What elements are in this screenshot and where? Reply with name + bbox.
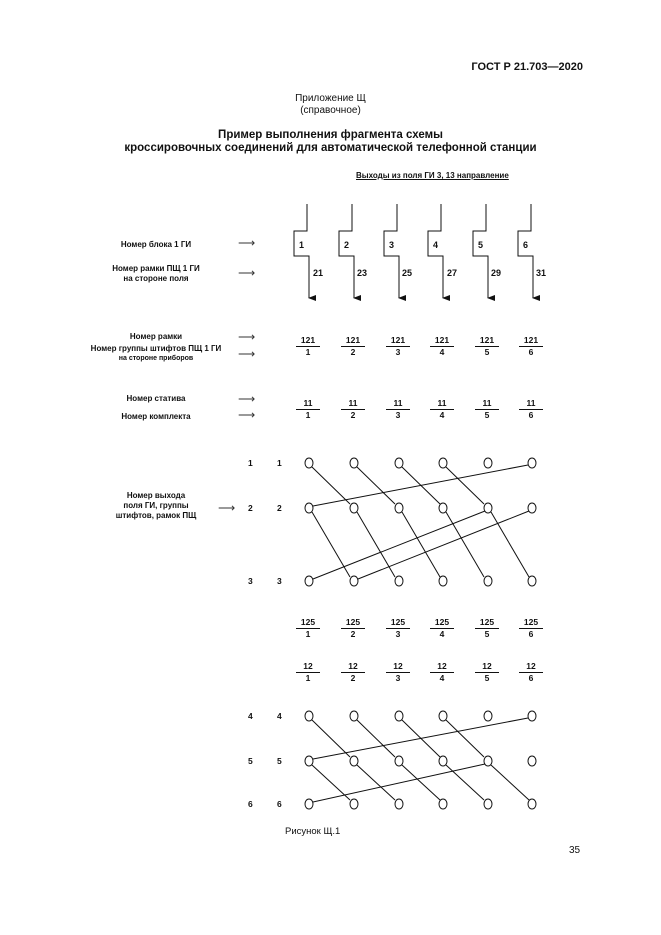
output-lead-3 [384, 204, 399, 298]
figure-title-line2: кроссировочных соединений для автоматической телефонной станции [124, 142, 537, 154]
fraction-denominator: 5 [484, 410, 490, 420]
label-kit-number: Номер комплекта [121, 412, 191, 421]
fraction-denominator: 1 [305, 410, 311, 420]
terminal-row-4 [305, 711, 536, 721]
fraction-numerator: 121 [386, 335, 410, 347]
appendix-type: (справочное) [300, 105, 361, 116]
fraction-numerator: 12 [296, 661, 320, 673]
fraction-denominator: 4 [439, 673, 445, 683]
fraction-denominator: 6 [528, 629, 534, 639]
arrow-right-icon: ⟶ [218, 501, 236, 515]
row-number: 1 [277, 458, 282, 468]
fraction-denominator: 5 [484, 629, 490, 639]
fraction-numerator: 11 [519, 398, 543, 410]
terminal-row-2 [305, 503, 536, 513]
fraction-numerator: 121 [475, 335, 499, 347]
fraction-denominator: 6 [528, 347, 534, 357]
cross-wires-a [312, 465, 529, 579]
arrow-right-icon: ⟶ [238, 347, 256, 361]
fraction-numerator: 12 [519, 661, 543, 673]
label-frame-number-line2: на стороне поля [123, 274, 189, 283]
row-number: 4 [248, 711, 253, 721]
figure-title-line1: Пример выполнения фрагмента схемы [218, 129, 443, 141]
terminal-row-3 [305, 576, 536, 586]
frame-number: 21 [313, 268, 324, 278]
label-frame-number-2: Номер рамки [129, 332, 183, 341]
arrow-right-icon: ⟶ [238, 408, 256, 422]
fraction-denominator: 1 [305, 347, 311, 357]
frame-number: 31 [536, 268, 547, 278]
label-block-number: Номер блока 1 ГИ [120, 240, 192, 249]
fraction-denominator: 4 [439, 629, 445, 639]
fraction-denominator: 4 [439, 410, 445, 420]
row-number: 6 [277, 799, 282, 809]
label-output-line3: штифтов, рамок ПЩ [115, 511, 197, 520]
output-lead-6 [518, 204, 533, 298]
block-number: 1 [299, 240, 305, 250]
block-number: 2 [344, 240, 350, 250]
fraction-numerator: 121 [519, 335, 543, 347]
figure-caption: Рисунок Щ.1 [285, 826, 341, 837]
frame-number: 29 [491, 268, 502, 278]
cross-wires-b [312, 718, 529, 802]
fraction-numerator: 11 [430, 398, 454, 410]
outputs-caption: Выходы из поля ГИ 3, 13 направление [356, 171, 509, 180]
fraction-denominator: 5 [484, 347, 490, 357]
label-output-line2: поля ГИ, группы [123, 501, 189, 510]
output-lead-5 [473, 204, 488, 298]
fraction-denominator: 4 [439, 347, 445, 357]
fraction-numerator: 12 [386, 661, 410, 673]
block-number: 3 [389, 240, 395, 250]
fraction-numerator: 125 [430, 617, 454, 629]
fraction-denominator: 2 [350, 410, 356, 420]
label-stativ-number: Номер статива [126, 394, 186, 403]
label-frame-number-line1: Номер рамки ПЩ 1 ГИ [112, 264, 200, 273]
row-number: 1 [248, 458, 253, 468]
frame-number: 25 [402, 268, 413, 278]
terminal-row-6 [305, 799, 536, 809]
fraction-denominator: 3 [395, 410, 401, 420]
fraction-numerator: 121 [296, 335, 320, 347]
fraction-numerator: 11 [341, 398, 365, 410]
fraction-denominator: 3 [395, 673, 401, 683]
fraction-numerator: 121 [430, 335, 454, 347]
arrow-right-icon: ⟶ [238, 266, 256, 280]
fraction-denominator: 2 [350, 673, 356, 683]
row-number: 2 [248, 503, 253, 513]
fraction-numerator: 11 [296, 398, 320, 410]
fraction-numerator: 12 [475, 661, 499, 673]
page-number: 35 [569, 845, 581, 856]
row-number: 5 [248, 756, 253, 766]
arrow-right-icon: ⟶ [238, 236, 256, 250]
block-number: 4 [433, 240, 439, 250]
block-number: 5 [478, 240, 484, 250]
appendix-title: Приложение Щ [295, 93, 366, 104]
fraction-denominator: 6 [528, 410, 534, 420]
label-pin-group-line1: Номер группы штифтов ПЩ 1 ГИ [90, 344, 222, 353]
fraction-numerator: 12 [341, 661, 365, 673]
fraction-denominator: 6 [528, 673, 534, 683]
fraction-denominator: 3 [395, 629, 401, 639]
fraction-numerator: 12 [430, 661, 454, 673]
label-pin-group-line2: на стороне приборов [118, 355, 194, 362]
fraction-numerator: 11 [386, 398, 410, 410]
row-number: 3 [248, 576, 253, 586]
fraction-numerator: 11 [475, 398, 499, 410]
frame-number: 27 [447, 268, 458, 278]
terminal-row-5 [305, 756, 536, 766]
fraction-denominator: 3 [395, 347, 401, 357]
fraction-numerator: 125 [519, 617, 543, 629]
fraction-denominator: 1 [305, 673, 311, 683]
fraction-numerator: 125 [341, 617, 365, 629]
fraction-denominator: 5 [484, 673, 490, 683]
block-number: 6 [523, 240, 529, 250]
fraction-numerator: 125 [475, 617, 499, 629]
output-lead-4 [428, 204, 443, 298]
row-number: 5 [277, 756, 282, 766]
frame-number: 23 [357, 268, 368, 278]
fraction-denominator: 1 [305, 629, 311, 639]
fraction-numerator: 121 [341, 335, 365, 347]
arrow-right-icon: ⟶ [238, 392, 256, 406]
standard-number: ГОСТ Р 21.703—2020 [471, 61, 583, 73]
output-lead-2 [339, 204, 354, 298]
terminal-row-1 [305, 458, 536, 468]
fraction-numerator: 125 [296, 617, 320, 629]
output-lead-1 [294, 204, 309, 298]
arrow-right-icon: ⟶ [238, 330, 256, 344]
row-number: 3 [277, 576, 282, 586]
row-number: 4 [277, 711, 282, 721]
label-output-line1: Номер выхода [126, 491, 186, 500]
fraction-denominator: 2 [350, 629, 356, 639]
fraction-denominator: 2 [350, 347, 356, 357]
row-number: 6 [248, 799, 253, 809]
fraction-numerator: 125 [386, 617, 410, 629]
row-number: 2 [277, 503, 282, 513]
